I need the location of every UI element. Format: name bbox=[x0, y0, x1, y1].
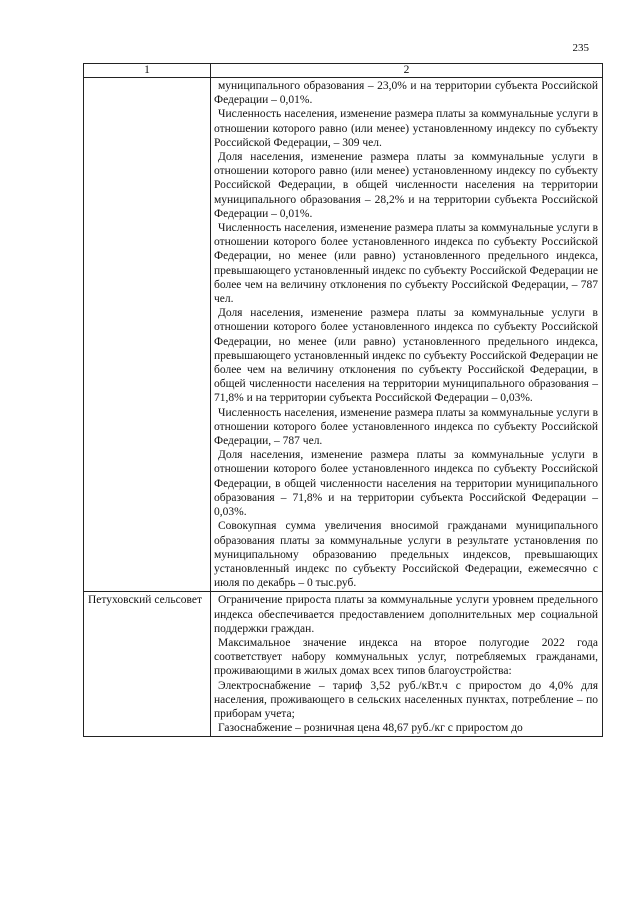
municipality-cell bbox=[84, 78, 211, 592]
indices-table bbox=[83, 63, 603, 737]
table-header-row bbox=[84, 64, 603, 78]
paragraph: Доля населения, изменение размера платы за коммунальные услуги в отношении которого равно (или менее) установленному индексу по субъекту Российской Федерации, в общей численности населения на территории муниципального образования – 28,2% и на территории субъекта Российской Федерации – 0,01%. bbox=[214, 151, 598, 220]
paragraph: Газоснабжение – розничная цена 48,67 руб./кг с приростом до bbox=[218, 722, 523, 735]
paragraph: Доля населения, изменение размера платы за коммунальные услуги в отношении которого более установленного индекса по субъекту Российской Федерации, но менее (или равно) установленного предельного индекса, превышающего установленный индекс по субъекту Российской Федерации не более чем на величину отклонения по субъекту Российской Федерации, в общей численности населения на территории муниципального образования – 71,8% и на территории субъекта Российской Федерации – 0,03%. bbox=[214, 307, 598, 405]
paragraph: Ограничение прироста платы за коммунальные услуги уровнем предельного индекса обеспечивается предоставлением дополнительных мер социальной поддержки граждан. bbox=[214, 594, 598, 635]
column-header-1: 1 bbox=[84, 64, 211, 78]
column-header-2: 2 bbox=[211, 64, 603, 78]
description-cell bbox=[211, 78, 603, 592]
paragraph: Доля населения, изменение размера платы за коммунальные услуги в отношении которого более установленного индекса по субъекту Российской Федерации, в общей численности населения на территории муниципального образования – 71,8% и на территории субъекта Российской Федерации – 0,03%. bbox=[214, 449, 598, 519]
paragraph: Электроснабжение – тариф 3,52 руб./кВт.ч с приростом до 4,0% для населения, проживающего в сельских населенных пунктах, потребление – по приборам учета; bbox=[214, 679, 598, 720]
description-cell bbox=[211, 592, 603, 737]
paragraph: Численность населения, изменение размера платы за коммунальные услуги в отношении которого равно (или менее) установленному индексу по субъекту Российской Федерации, – 309 чел. bbox=[214, 108, 598, 149]
paragraph: Совокупная сумма увеличения вносимой гражданами муниципального образования платы за коммунальные услуги в результате установления по муниципальному образованию предельных индексов, превышающих установленный индекс по субъекту Российской Федерации, ежемесячно с июля по декабрь – 0 тыс.руб. bbox=[214, 520, 598, 590]
table-row bbox=[84, 78, 603, 592]
table-row bbox=[84, 592, 603, 737]
paragraph: Численность населения, изменение размера платы за коммунальные услуги в отношении которого более установленного индекса по субъекту Российской Федерации, – 787 чел. bbox=[214, 406, 598, 448]
paragraph: Численность населения, изменение размера платы за коммунальные услуги в отношении которого более установленного индекса по субъекту Российской Федерации, но менее (или равно) установленного предельного индекса, превышающего установленный индекс по субъекту Российской Федерации не более чем на величину отклонения по субъекту Российской Федерации, – 787 чел. bbox=[214, 222, 598, 306]
page-number: 235 bbox=[572, 42, 589, 54]
paragraph: муниципального образования – 23,0% и на территории субъекта Российской Федерации – 0,01%. bbox=[214, 80, 598, 107]
paragraph: Максимальное значение индекса на второе полугодие 2022 года соответствует набору коммунальных услуг, потребляемых гражданами, проживающими в жилых домах всех типов благоустройства: bbox=[214, 636, 598, 678]
municipality-cell: Петуховский сельсовет bbox=[84, 592, 211, 737]
